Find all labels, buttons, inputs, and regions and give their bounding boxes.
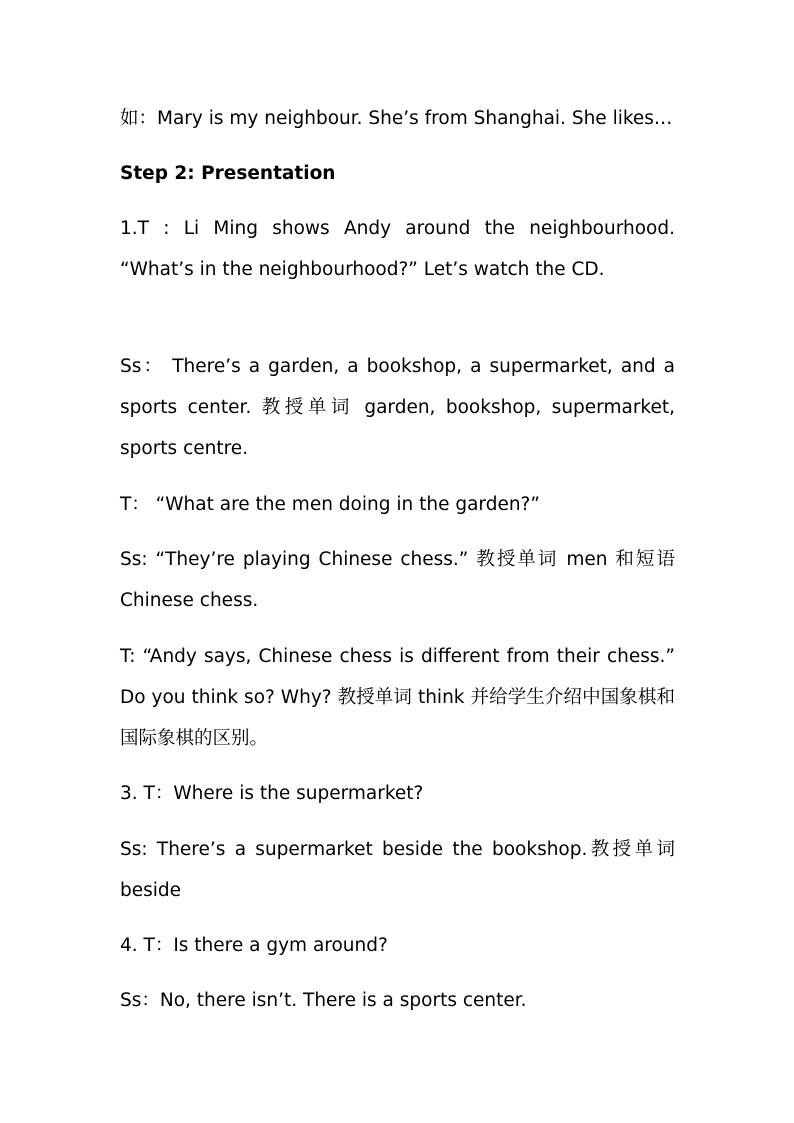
paragraph-step-3: 3. T：Where is the supermarket? bbox=[120, 783, 424, 804]
paragraph-supermarket-answer: Ss: There’s a supermarket beside the bookshop.教授单词 beside bbox=[120, 839, 675, 901]
paragraph-step-1: 1.T : Li Ming shows Andy around the neighbourhood. “What’s in the neighbourhood?” Let’s watch the CD. bbox=[120, 218, 675, 280]
section-heading: Step 2: Presentation bbox=[120, 163, 336, 184]
paragraph-teacher-chess: T: “Andy says, Chinese chess is different from their chess.” Do you think so? Why? 教授单词 think 并给学生介绍中国象棋和国际象棋的区别。 bbox=[120, 646, 675, 749]
paragraph-teacher-question: T： “What are the men doing in the garden?” bbox=[120, 494, 540, 515]
paragraph-gym-answer: Ss：No, there isn’t. There is a sports center. bbox=[120, 990, 527, 1011]
paragraph-students-answer: Ss： There’s a garden, a bookshop, a supermarket, and a sports center. 教授单词 garden, bookshop, supermarket, sports centre. bbox=[120, 356, 675, 459]
example-line: 如：Mary is my neighbour. She’s from Shanghai. She likes… bbox=[120, 108, 673, 129]
paragraph-students-chess: Ss: “They’re playing Chinese chess.” 教授单词 men 和短语 Chinese chess. bbox=[120, 549, 675, 611]
paragraph-step-4: 4. T：Is there a gym around? bbox=[120, 935, 388, 956]
